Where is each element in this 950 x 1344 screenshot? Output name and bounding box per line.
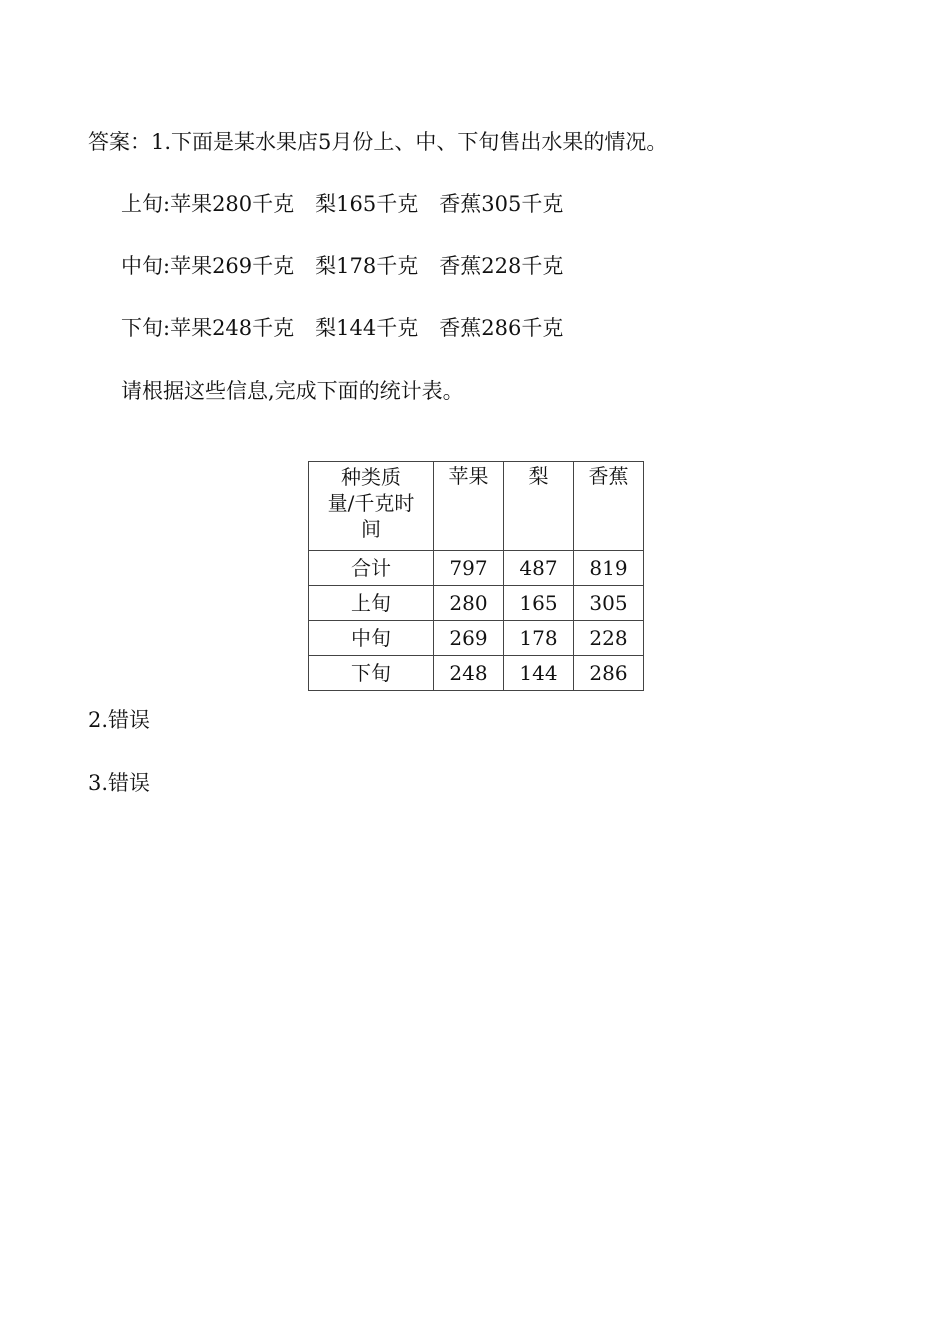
corner-header-cell — [309, 462, 434, 551]
answer-q3: 3.错误 — [88, 771, 151, 795]
row-label: 中旬 — [309, 621, 434, 656]
instruction-line: 请根据这些信息,完成下面的统计表。 — [121, 379, 464, 403]
table-cell: 178 — [504, 621, 574, 656]
header-banana: 香蕉 — [574, 462, 644, 551]
table-cell: 269 — [434, 621, 504, 656]
row-label: 下旬 — [309, 656, 434, 691]
statistics-table — [308, 461, 644, 691]
table-row — [309, 656, 644, 691]
answer-intro-line: 答案：1.下面是某水果店5月份上、中、下旬售出水果的情况。 — [88, 130, 668, 154]
table-cell: 248 — [434, 656, 504, 691]
table-cell: 228 — [574, 621, 644, 656]
row-label: 合计 — [309, 551, 434, 586]
table-cell: 819 — [574, 551, 644, 586]
table-header-row — [309, 462, 644, 551]
shang-xun-line: 上旬:苹果280千克 梨165千克 香蕉305千克 — [121, 192, 564, 216]
table-cell: 286 — [574, 656, 644, 691]
table-row — [309, 586, 644, 621]
table-cell: 280 — [434, 586, 504, 621]
xia-xun-line: 下旬:苹果248千克 梨144千克 香蕉286千克 — [121, 316, 564, 340]
corner-header-line: 量/千克时 — [327, 491, 415, 515]
corner-header-line: 间 — [361, 517, 381, 541]
table-cell: 144 — [504, 656, 574, 691]
row-label: 上旬 — [309, 586, 434, 621]
table-cell: 797 — [434, 551, 504, 586]
corner-header-line: 种类质 — [341, 465, 401, 489]
zhong-xun-line: 中旬:苹果269千克 梨178千克 香蕉228千克 — [121, 254, 564, 278]
table-row — [309, 621, 644, 656]
answer-q2: 2.错误 — [88, 708, 151, 732]
table-cell: 165 — [504, 586, 574, 621]
header-pear: 梨 — [504, 462, 574, 551]
table-row — [309, 551, 644, 586]
table-cell: 487 — [504, 551, 574, 586]
header-apple: 苹果 — [434, 462, 504, 551]
table-cell: 305 — [574, 586, 644, 621]
